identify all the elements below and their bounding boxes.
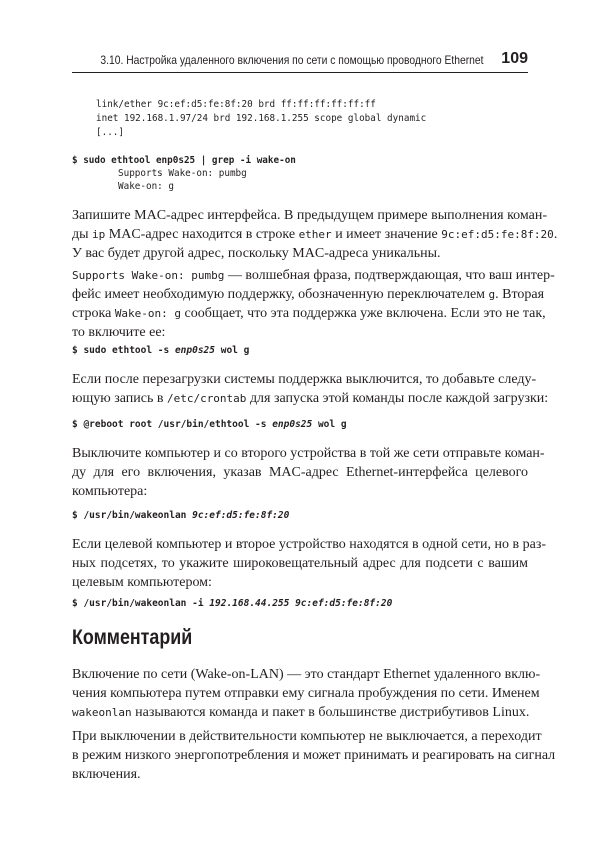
paragraph-low-power — [72, 727, 556, 784]
paragraph-crontab — [72, 370, 549, 408]
code-line: link/ether 9c:ef:d5:fe:8f:20 brd ff:ff:ff:ff:ff:ff — [96, 99, 376, 110]
inline-code: /etc/crontab — [166, 392, 247, 405]
text-line: ду для его включения, указав MAC-адрес Ethernet-интерфейса целевого — [72, 465, 528, 480]
code-line: Wake-on: g — [118, 181, 174, 192]
code-line: Supports Wake-on: pumbg — [118, 168, 247, 179]
text-line: ных подсетях, то укажите широковещательный адрес для подсети с вашим — [72, 556, 528, 571]
text-line: Если целевой компьютер и второе устройство находятся в одной сети, но в раз- — [72, 537, 547, 552]
text-line: включения. — [72, 767, 141, 782]
page-number: 109 — [501, 50, 528, 67]
text-line: чения компьютера путем отправки ему сигнала пробуждения по сети. Именем — [72, 686, 540, 701]
code-line: [...] — [96, 127, 124, 138]
command-wakeonlan: $ /usr/bin/wakeonlan 9c:ef:d5:fe:8f:20 — [72, 510, 290, 521]
text-line: фейс имеет необходимую поддержку, обозначенную переключателем g. Вторая — [72, 287, 545, 302]
code-line: inet 192.168.1.97/24 brd 192.168.1.255 scope global dynamic — [96, 113, 427, 124]
text-line: Включение по сети (Wake-on-LAN) — это стандарт Ethernet удаленного вклю- — [72, 667, 541, 682]
text-line: Supports Wake-on: pumbg — волшебная фраза, подтверждающая, что ваш интер- — [72, 268, 555, 283]
inline-code: ether — [298, 228, 332, 241]
text-line: ющую запись в /etc/crontab для запуска этой команды после каждой загрузки: — [72, 391, 549, 406]
text-line: У вас будет другой адрес, поскольку MAC-адреса уникальны. — [72, 246, 441, 261]
text-line: в режим низкого энергопотребления и может принимать и реагировать на сигнал — [72, 748, 556, 763]
inline-code: wakeonlan — [72, 706, 132, 719]
paragraph-shutdown — [72, 444, 545, 501]
running-header — [72, 50, 528, 73]
command-reboot-ethtool: $ @reboot root /usr/bin/ethtool -s enp0s25 wol g — [72, 419, 347, 430]
command-wakeonlan-broadcast: $ /usr/bin/wakeonlan -i 192.168.44.255 9c:ef:d5:fe:8f:20 — [72, 598, 393, 609]
inline-code: ip — [92, 228, 106, 241]
text-line: строка Wake-on: g сообщает, что эта поддержка уже включена. Если это не так, — [72, 306, 546, 321]
header-title: 3.10. Настройка удаленного включения по сети с помощью проводного Ethernet — [100, 53, 484, 67]
inline-code: Supports Wake-on: pumbg — [72, 269, 225, 282]
paragraph-subnets — [72, 535, 547, 592]
text-line: Выключите компьютер и со второго устройства в той же сети отправьте коман- — [72, 446, 545, 461]
text-line: целевым компьютером: — [72, 575, 212, 590]
command-line: $ sudo ethtool enp0s25 | grep -i wake-on — [72, 155, 296, 166]
text-line: компьютера: — [72, 484, 148, 499]
paragraph-wol-definition — [72, 665, 541, 722]
text-line: wakeonlan называются команда и пакет в большинстве дистрибутивов Linux. — [72, 705, 530, 720]
paragraph-mac-address — [72, 206, 558, 263]
inline-code: Wake-on: g — [114, 307, 182, 320]
text-line: то включите ее: — [72, 325, 166, 340]
text-line: Запишите MAC-адрес интерфейса. В предыдущем примере выполнения коман- — [72, 208, 548, 223]
section-heading: Комментарий — [72, 626, 193, 649]
text-line: ды ip MAC-адрес находится в строке ether и имеет значение 9c:ef:d5:fe:8f:20. — [72, 227, 558, 242]
inline-code: 9c:ef:d5:fe:8f:20 — [441, 228, 554, 241]
paragraph-wake-on-support — [72, 266, 555, 342]
command-ethtool-wol: $ sudo ethtool -s enp0s25 wol g — [72, 345, 250, 356]
text-line: Если после перезагрузки системы поддержка выключится, то добавьте следу- — [72, 372, 537, 387]
text-line: При выключении в действительности компьютер не выключается, а переходит — [72, 729, 542, 744]
inline-code: g — [488, 288, 496, 301]
